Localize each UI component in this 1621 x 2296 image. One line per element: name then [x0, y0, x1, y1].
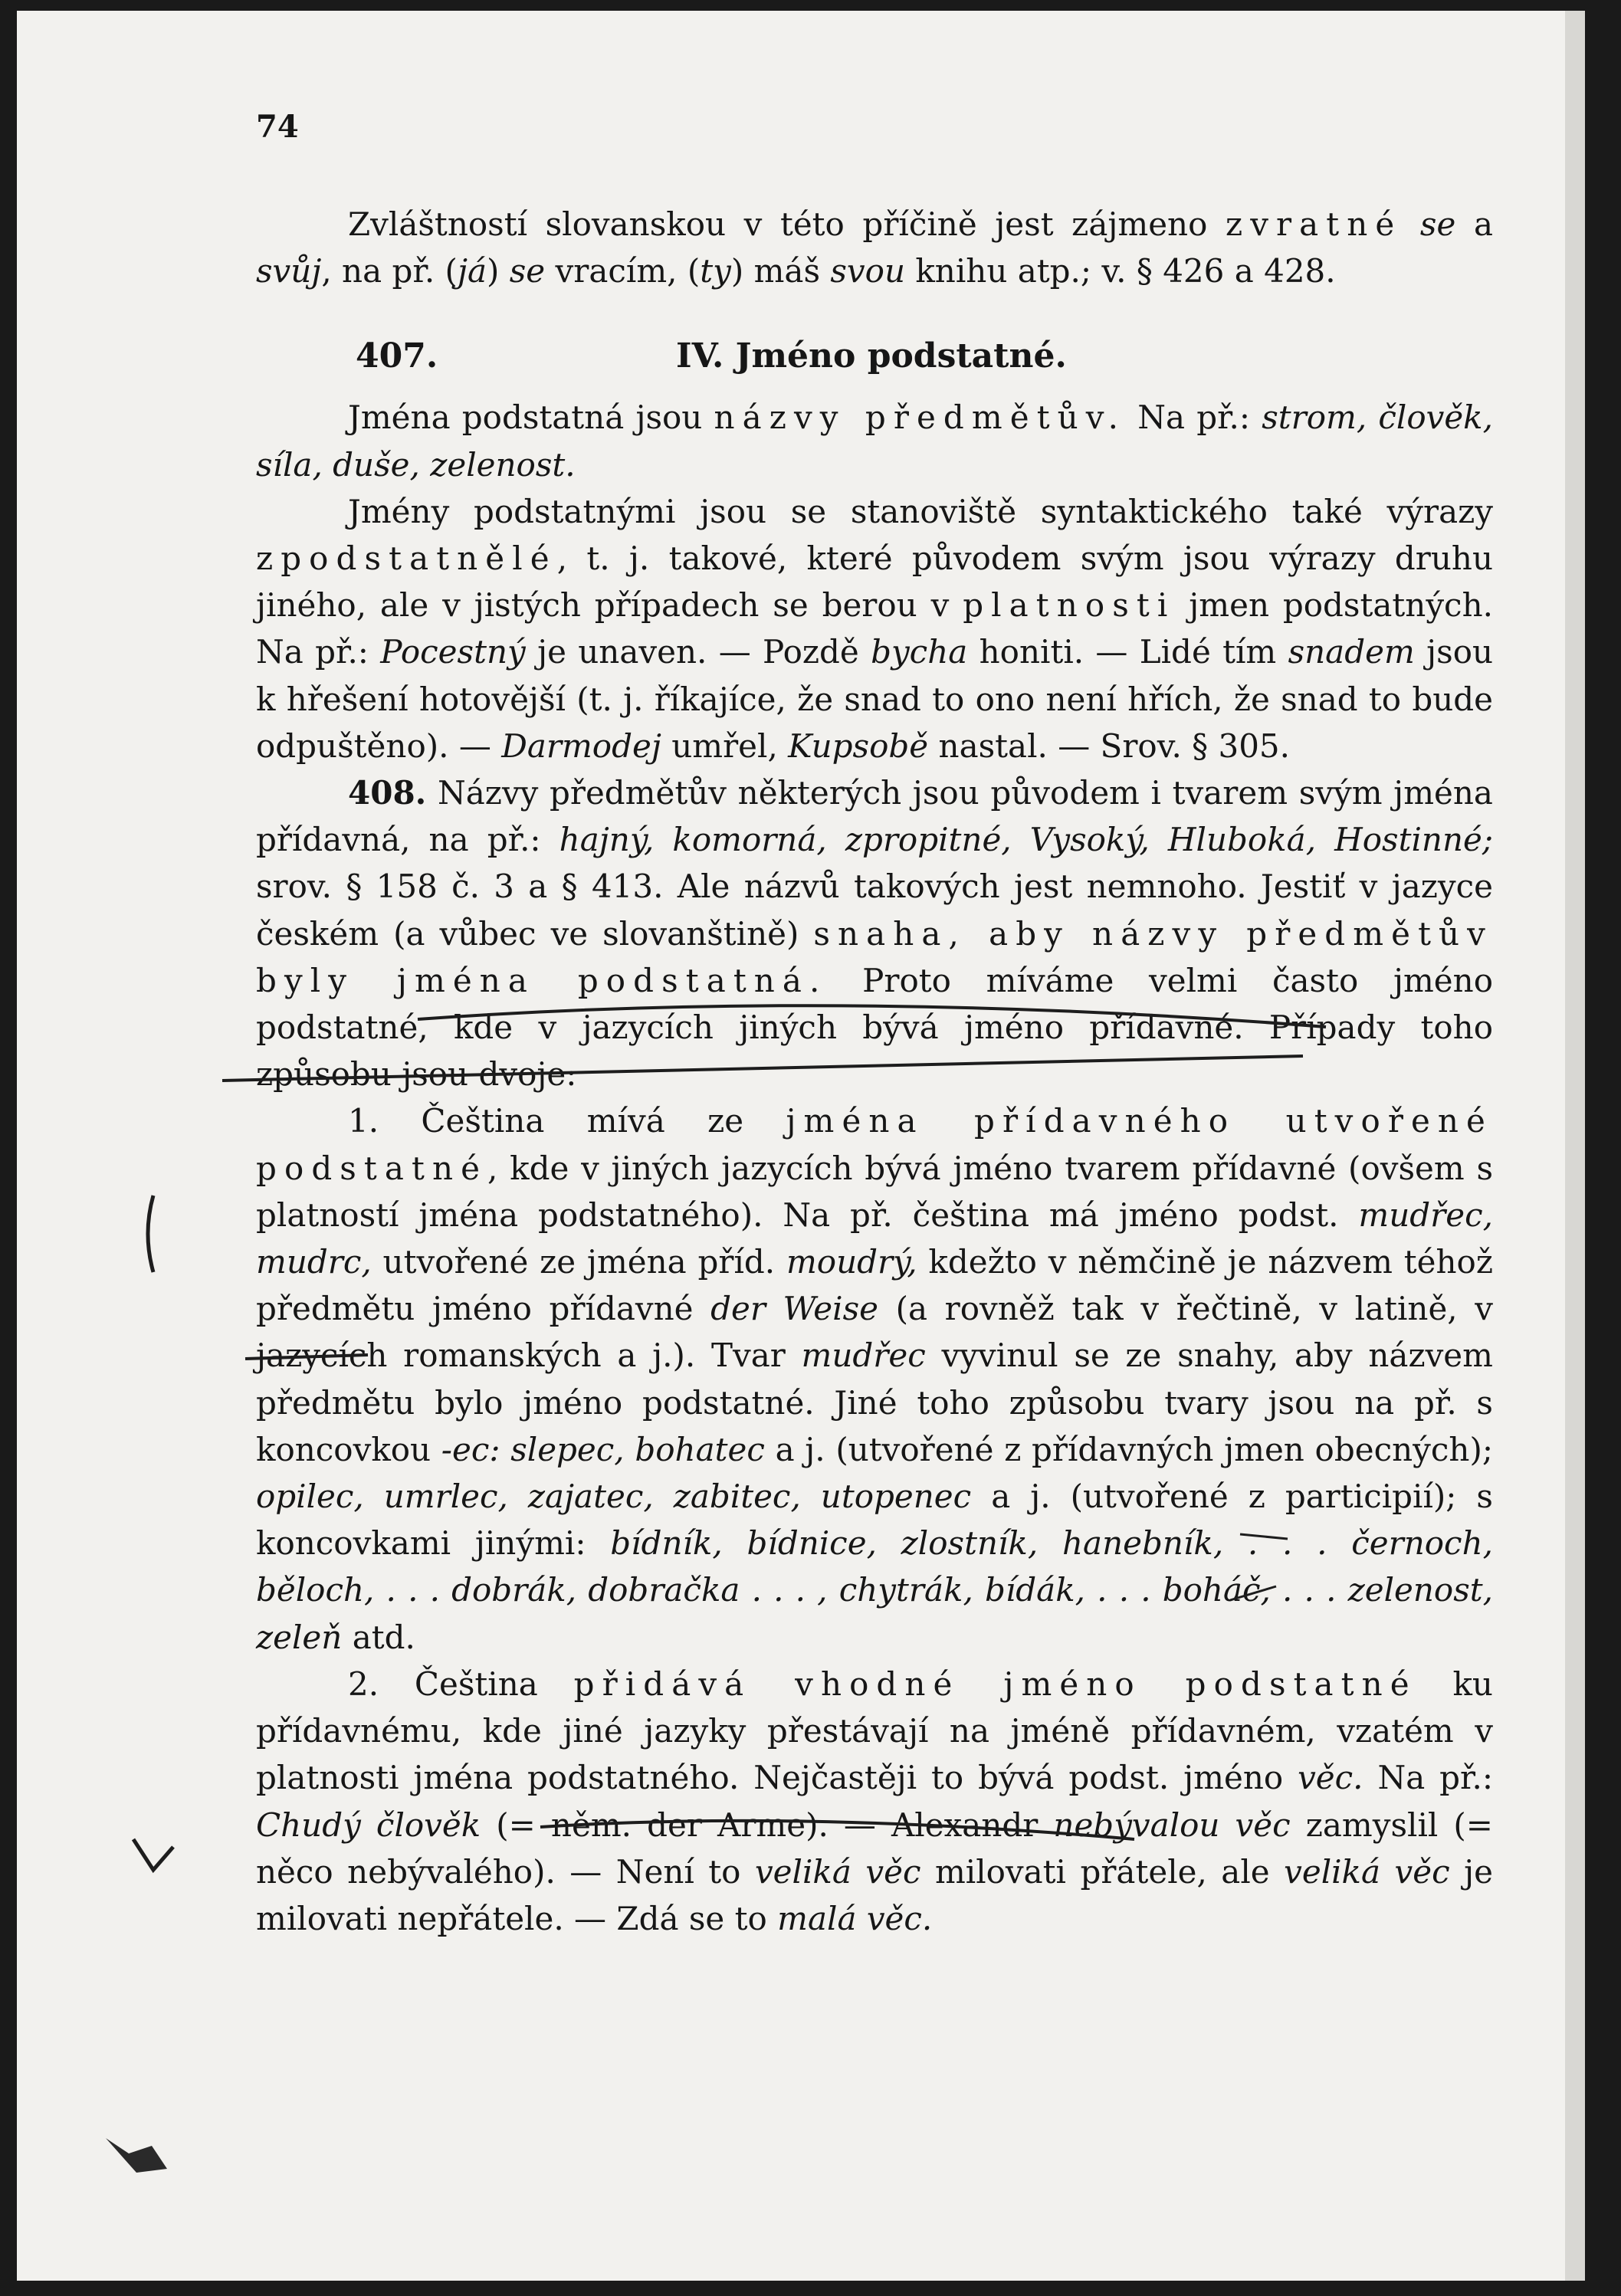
- paragraph-408: 408. Názvy předmětův některých jsou původem i tvarem svým jména přídavná, na př.: hajný, komorná, zpropitné, Vysoký, Hluboká, Hostinné; srov. § 158 č. 3 a § 413. Ale názvů takových jest nemnoho. Jestiť v jazyce českém (a vůbec ve slovanštině) snaha, aby názvy předmětův byly jména podstatná. Proto míváme velmi často jméno podstatné, kde v jazycích jiných bývá jméno přídavné. Případy toho způsobu jsou dvoje:: [256, 774, 1494, 1094]
- paragraph-case-2: 2. Čeština přidává vhodné jméno podstatné ku přídavnému, kde jiné jazyky přestávají na jméně přídavném, vzatém v platnosti jména podstatného. Nejčastěji to bývá podst. jméno věc. Na př.: Chudý člověk (= něm. der Arme). — Alexandr nebývalou věc zamyslil (= něco nebývalého). — Není to veliká věc milovati přátele, ale veliká věc je milovati nepřátele. — Zdá se to malá věc.: [256, 1665, 1493, 1937]
- page-number: 74: [256, 109, 299, 145]
- section-title: IV. Jméno podstatné.: [676, 336, 1067, 376]
- intro-paragraph: Zvláštností slovanskou v této příčině jest zájmeno zvratné se a svůj, na př. (já) se vracím, (ty) máš svou knihu atp.; v. § 426 a 428.: [256, 205, 1493, 290]
- paragraph-substantivized: Jmény podstatnými jsou se stanoviště syntaktického také výrazy zpodstatnělé, t. j. takové, které původem svým jsou výrazy druhu jiného, ale v jistých případech se berou v platnosti jmen podstatných. Na př.: Pocestný je unaven. — Pozdě bycha honiti. — Lidé tím snadem jsou k hřešení hotovější (t. j. říkajíce, že snad to ono není hřích, že snad to bude odpuštěno). — Darmodej umřel, Kupsobě nastal. — Srov. § 305.: [256, 492, 1494, 765]
- paragraph-definition: Jména podstatná jsou názvy předmětův. Na př.: strom, člověk, síla, duše, zelenost.: [256, 399, 1493, 484]
- paragraph-case-1: 1. Čeština mívá ze jména přídavného utvořené podstatné, kde v jiných jazycích bývá jméno tvarem přídavné (ovšem s platností jména podstatného). Na př. čeština má jméno podst. mudřec, mudrc, utvořené ze jména příd. moudrý, kdežto v němčině je názvem téhož předmětu jméno přídavné der Weise (a rovněž tak v řečtině, v latině, v jazycích romanských a j.). Tvar mudřec vyvinul se ze snahy, aby názvem předmětu bylo jméno podstatné. Jiné toho způsobu tvary jsou na př. s koncovkou -ec: slepec, bohatec a j. (utvořené z přídavných jmen obecných); opilec, umrlec, zajatec, zabitec, utopenec a j. (utvořené z participií); s koncovkami jinými: bídník, bídnice, zlostník, hanebník, . . . černoch, běloch, . . . dobrák, dobračka . . . , chytrák, bídák, . . . boháč, . . . zelenost, zeleň atd.: [256, 1102, 1493, 1656]
- section-number: 407.: [356, 336, 438, 376]
- page-text: [256, 201, 1493, 1942]
- section-heading: [256, 333, 1493, 386]
- page-edge: [1565, 11, 1585, 2281]
- book-page: [17, 11, 1585, 2281]
- paragraph-number: 408.: [348, 774, 427, 812]
